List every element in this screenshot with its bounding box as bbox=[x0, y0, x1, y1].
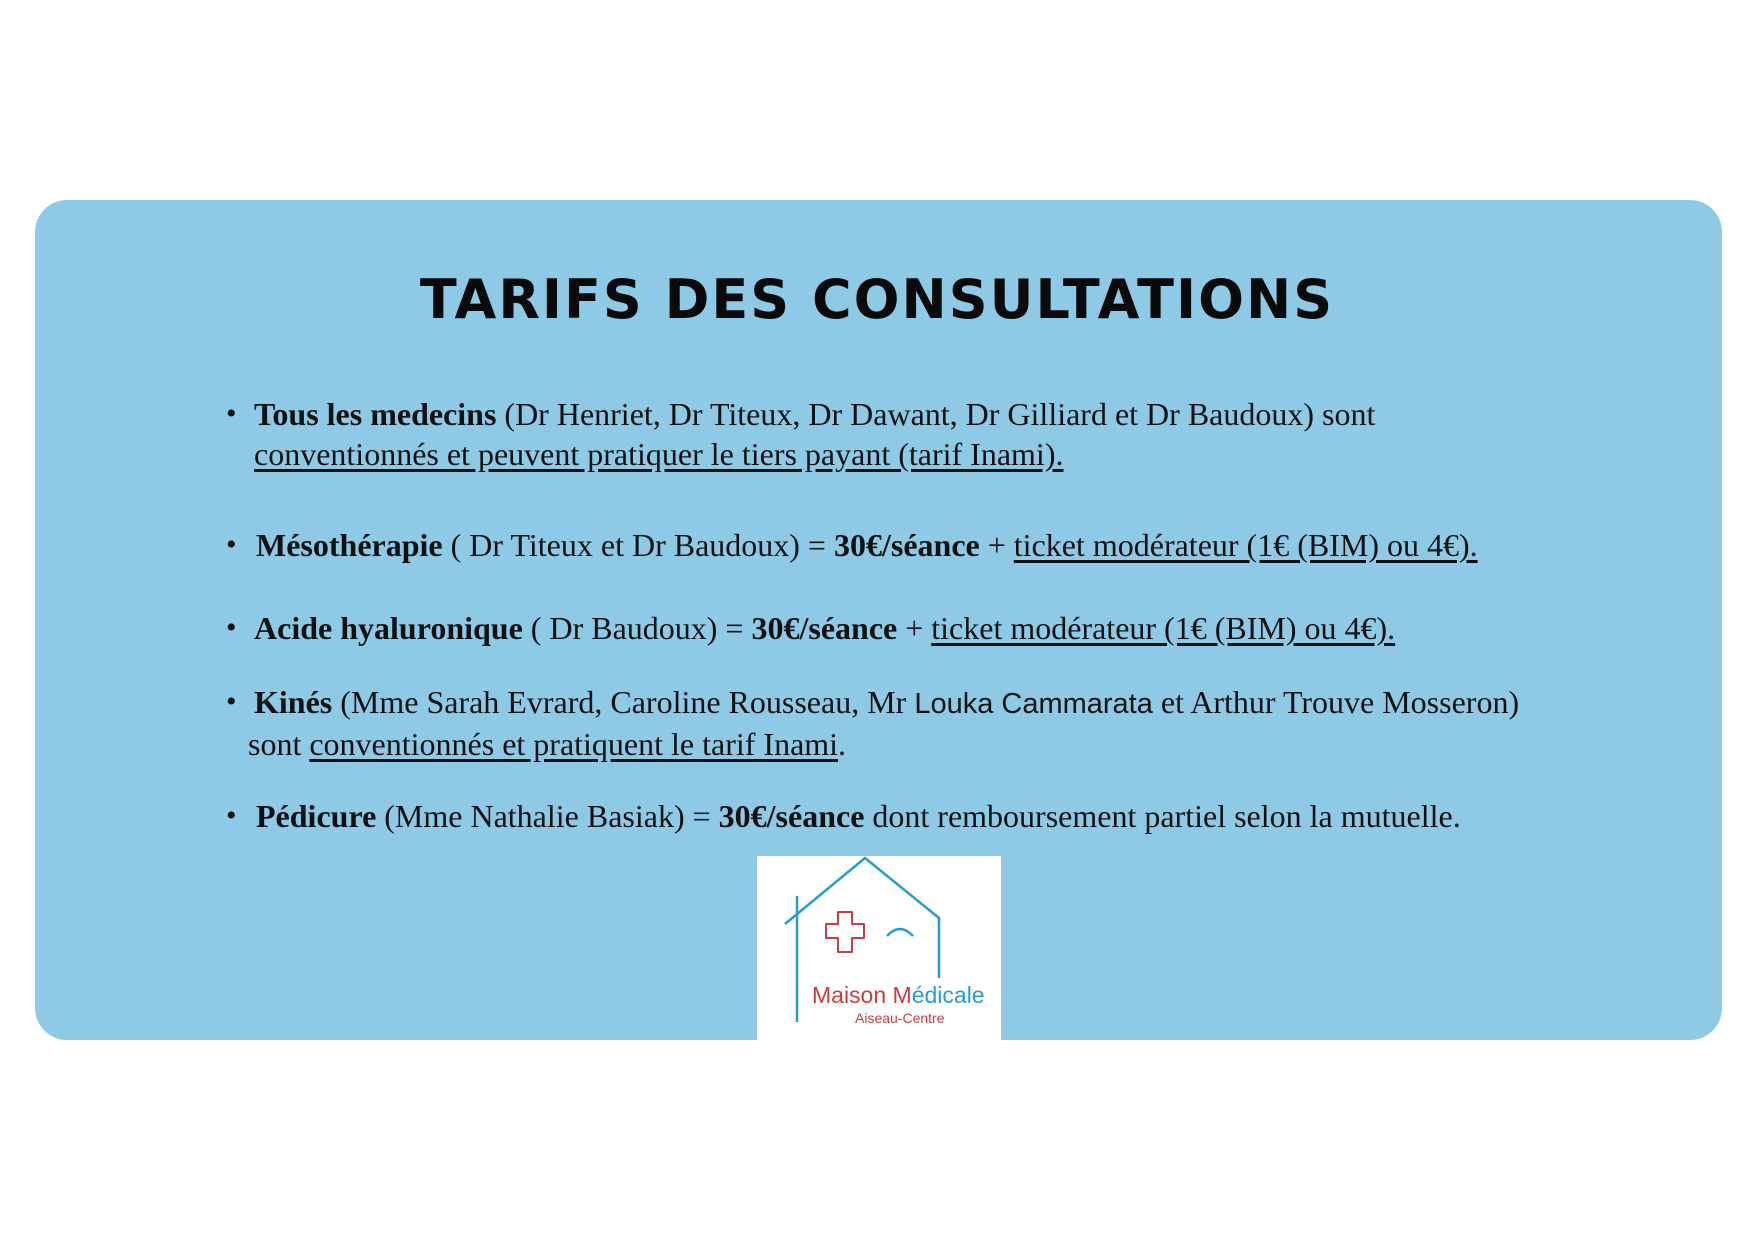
item-price: 30€/séance bbox=[751, 610, 898, 646]
item-heading: Tous les medecins bbox=[254, 396, 497, 432]
item-text: (Mme Nathalie Basiak) = bbox=[376, 798, 719, 834]
item-text: (Dr Henriet, Dr Titeux, Dr Dawant, Dr Gilliard et Dr Baudoux) sont bbox=[496, 396, 1376, 432]
list-item-pedicure bbox=[226, 796, 1461, 836]
item-underline-text: conventionnés et peuvent pratiquer le tiers payant (tarif Inami). bbox=[254, 436, 1064, 472]
item-text: + bbox=[979, 527, 1014, 563]
item-text-sans: Louka Cammarata bbox=[914, 688, 1153, 720]
list-item-kines bbox=[226, 682, 1520, 764]
bullet-icon: • bbox=[226, 528, 237, 561]
list-item-medecins bbox=[226, 394, 1376, 474]
item-text: (Mme Sarah Evrard, Caroline Rousseau, Mr bbox=[332, 684, 915, 720]
item-price: 30€/séance bbox=[833, 527, 980, 563]
item-text: . bbox=[838, 726, 847, 762]
page-title: TARIFS DES CONSULTATIONS bbox=[419, 268, 1335, 331]
item-underline-text: ticket modérateur (1€ (BIM) ou 4€). bbox=[1013, 527, 1478, 563]
maison-medicale-logo bbox=[757, 856, 1001, 1040]
item-text: sont bbox=[248, 726, 310, 762]
logo-name: Maison Médicale bbox=[812, 982, 985, 1008]
bullet-icon: • bbox=[226, 685, 237, 718]
list-item-acide-hyaluronique bbox=[226, 608, 1396, 648]
bullet-icon: • bbox=[226, 799, 237, 832]
list-item-mesotherapie bbox=[226, 525, 1478, 565]
item-text: dont remboursement partiel selon la mutuelle. bbox=[864, 798, 1461, 834]
item-text: ( Dr Baudoux) = bbox=[522, 610, 752, 646]
item-price: 30€/séance bbox=[718, 798, 865, 834]
item-text: + bbox=[897, 610, 932, 646]
item-underline-text: conventionnés et pratiquent le tarif Inami bbox=[309, 726, 839, 762]
bullet-icon: • bbox=[226, 397, 237, 430]
item-heading: Mésothérapie bbox=[256, 527, 443, 563]
bullet-icon: • bbox=[226, 611, 237, 644]
logo-subtitle: Aiseau-Centre bbox=[855, 1010, 945, 1026]
item-text: et Arthur Trouve Mosseron) bbox=[1152, 684, 1520, 720]
item-heading: Pédicure bbox=[256, 798, 377, 834]
item-text: ( Dr Titeux et Dr Baudoux) = bbox=[442, 527, 834, 563]
item-heading: Kinés bbox=[254, 684, 333, 720]
item-heading: Acide hyaluronique bbox=[254, 610, 523, 646]
item-underline-text: ticket modérateur (1€ (BIM) ou 4€). bbox=[931, 610, 1396, 646]
